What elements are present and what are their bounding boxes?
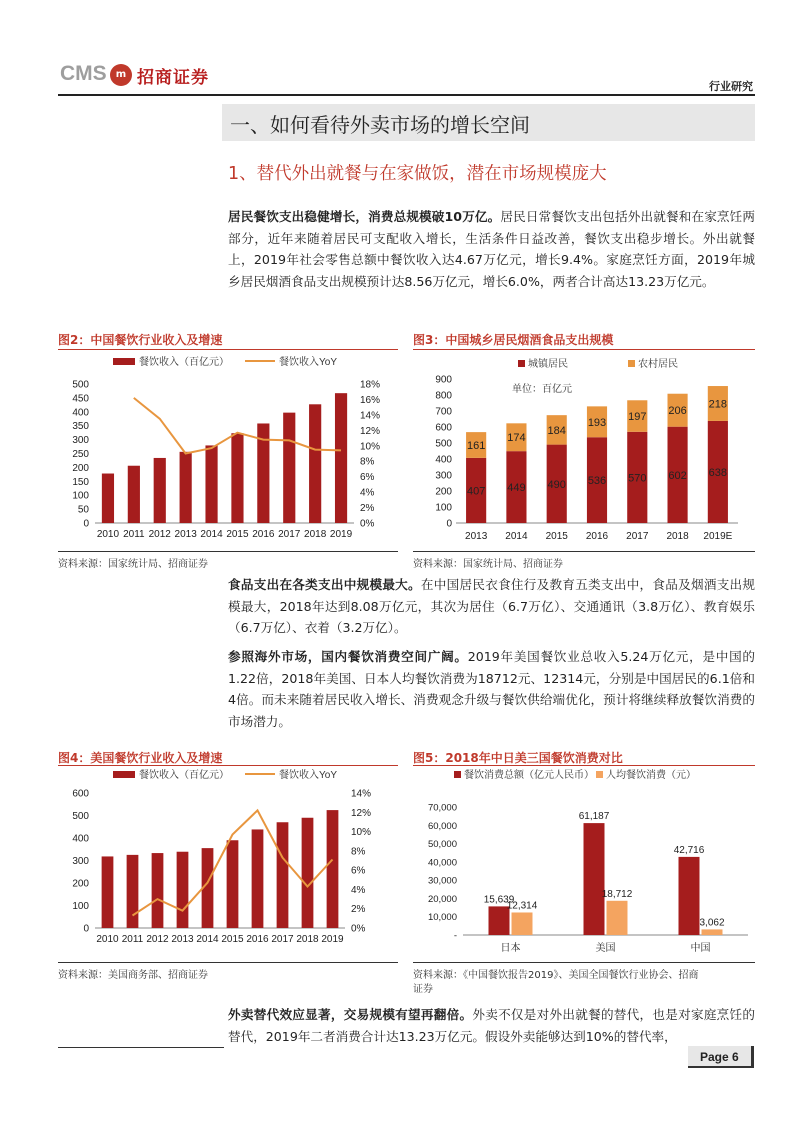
x-tick-label: 2019E (703, 531, 733, 542)
fig2-bottom-rule (58, 551, 398, 552)
paragraph-2-lead: 食品支出在各类支出中规模最大。 (228, 577, 421, 592)
fig5-source-line1: 资料来源：《中国餐饮报告2019》、美国全国餐饮行业协会、招商 (413, 970, 699, 981)
fig5-chart (413, 767, 755, 957)
paragraph-1-body: 居民日常餐饮支出包括外出就餐和在家烹饪两部分，近年来随着居民可支配收入增长，生活条件日益改善，餐饮支出稳步增长。外出就餐上，2019年社会零售总额中餐饮收入达4.67万亿元，增长9.4%。家庭烹饪方面，2019年城乡居民烟酒食品支出规模预计达8.56万亿元，增长6.0%，两者合计高达13.23万亿元。 (228, 209, 755, 289)
x-tick-label: 2014 (200, 529, 223, 540)
y-tick-label: 300 (72, 856, 89, 867)
y2-tick-label: 4% (360, 487, 375, 499)
bar (102, 474, 114, 523)
x-tick-label: 2018 (666, 531, 689, 542)
x-tick-label: 2015 (545, 531, 568, 542)
data-label-rural: 184 (547, 424, 566, 437)
data-label-per-capita: 12,314 (506, 900, 538, 912)
bar (327, 810, 339, 928)
y-tick-label: 250 (72, 449, 89, 460)
x-tick-label: 美国 (595, 943, 616, 954)
y2-tick-label: 18% (360, 379, 381, 391)
y-tick-label: 0 (446, 518, 452, 530)
report-category: 行业研究 (709, 80, 753, 93)
logo-company-name: 招商证券 (137, 68, 209, 88)
y2-tick-label: 10% (360, 441, 381, 453)
y-tick-label: 500 (435, 438, 452, 450)
x-tick-label: 2011 (121, 934, 144, 945)
x-tick-label: 2018 (304, 529, 327, 540)
y2-tick-label: 0% (351, 923, 366, 935)
y-tick-label: 700 (435, 406, 452, 418)
legend-label-per-capita: 人均餐饮消费（元） (606, 770, 696, 781)
legend-swatch-total (454, 771, 461, 778)
legend-label-rural: 农村居民 (638, 359, 678, 370)
fig3-title-rule (413, 349, 755, 350)
y2-tick-label: 12% (360, 425, 381, 437)
y-tick-label: 450 (72, 393, 89, 405)
y-tick-label: 60,000 (427, 820, 457, 832)
x-tick-label: 2014 (505, 531, 528, 542)
y2-tick-label: 8% (360, 456, 375, 468)
x-tick-label: 2019 (329, 529, 353, 540)
x-tick-label: 2012 (148, 529, 171, 540)
data-label-urban: 570 (628, 472, 647, 485)
bar (152, 853, 164, 928)
x-tick-label: 2011 (123, 529, 145, 540)
y-tick-label: 40,000 (427, 857, 457, 869)
bar (309, 404, 321, 523)
y2-tick-label: 8% (351, 846, 366, 858)
fig4-title-rule (58, 765, 398, 766)
bar (205, 445, 217, 523)
bar-per-capita (607, 901, 628, 935)
x-tick-label: 2013 (465, 531, 488, 542)
footer-rule (58, 1047, 224, 1048)
data-label-total: 61,187 (578, 811, 610, 823)
bar (252, 829, 264, 928)
data-label-per-capita: 18,712 (601, 888, 633, 900)
paragraph-2 (228, 574, 755, 639)
y-tick-label: 200 (435, 486, 452, 498)
y-tick-label: 100 (72, 490, 89, 502)
fig2-title-rule (58, 349, 398, 350)
fig2-source: 资料来源：国家统计局、招商证券 (58, 559, 208, 570)
bar-per-capita (512, 912, 533, 935)
data-label-rural: 174 (507, 432, 526, 445)
paragraph-4 (228, 1004, 755, 1047)
y-tick-label: 300 (72, 435, 89, 447)
y2-tick-label: 10% (351, 827, 372, 839)
y-tick-label: 800 (435, 390, 452, 402)
data-label-total: 15,639 (483, 894, 515, 906)
data-label-urban: 638 (708, 466, 728, 479)
y-tick-label: 400 (72, 407, 89, 419)
fig5-bottom-rule (413, 962, 755, 963)
y-tick-label: 300 (435, 470, 452, 482)
paragraph-3 (228, 646, 755, 732)
y-tick-label: 600 (72, 788, 89, 800)
y-tick-label: 500 (72, 811, 89, 822)
paragraph-3-body: 2019年美国餐饮业总收入5.24万亿元，是中国的1.22倍，2018年美国、日本人均餐饮消费为18712元、12314元，分别是中国居民的6.1倍和4倍。而未来随着居民收入增长、消费观念升级与餐饮供给端优化，预计将继续释放餐饮消费的市场潜力。 (228, 649, 755, 729)
y-tick-label: 200 (72, 878, 89, 890)
data-label-rural: 218 (708, 398, 728, 411)
header-rule (58, 94, 755, 96)
paragraph-3-lead: 参照海外市场，国内餐饮消费空间广阔。 (228, 649, 468, 664)
bar (154, 458, 166, 523)
legend-swatch-per-capita (596, 771, 603, 778)
paragraph-4-lead: 外卖替代效应显著，交易规模有望再翻倍。 (228, 1007, 473, 1022)
x-tick-label: 2010 (96, 934, 119, 945)
data-label-urban: 449 (507, 482, 526, 495)
data-label-per-capita: 3,062 (699, 917, 725, 929)
bar (128, 466, 140, 523)
x-tick-label: 2012 (146, 934, 169, 945)
fig4-chart (58, 767, 398, 957)
x-tick-label: 2016 (252, 529, 275, 540)
x-tick-label: 2013 (174, 529, 197, 540)
x-tick-label: 2010 (96, 529, 120, 540)
data-label-urban: 536 (587, 475, 607, 488)
x-tick-label: 2013 (171, 934, 194, 945)
paragraph-2-body: 在中国居民衣食住行及教育五类支出中，食品及烟酒支出规模最大，2018年达到8.08万亿元，其次为居住（6.7万亿）、交通通讯（3.8万亿）、教育娱乐（6.7万亿）、衣着（3.2万亿）。 (228, 577, 756, 635)
y2-tick-label: 2% (351, 904, 366, 916)
x-tick-label: 2016 (585, 531, 609, 542)
legend-label-bar: 餐饮收入（百亿元） (139, 770, 229, 781)
x-tick-label: 2019 (321, 934, 344, 945)
legend-label-bar: 餐饮收入（百亿元） (139, 357, 229, 368)
legend-swatch-rural (628, 360, 635, 367)
logo-cms: CMS (60, 62, 107, 85)
data-label-urban: 490 (547, 478, 566, 491)
y-tick-label: 100 (435, 502, 452, 514)
y2-tick-label: 14% (351, 788, 372, 800)
bar (335, 393, 347, 523)
paragraph-1 (228, 206, 755, 292)
fig2-chart (58, 352, 398, 547)
y-tick-label: 10,000 (427, 912, 457, 924)
y-tick-label: 350 (72, 421, 89, 433)
legend-swatch-bar (113, 358, 135, 365)
legend-swatch-bar (113, 771, 135, 778)
y-tick-label: - (453, 930, 457, 942)
y2-tick-label: 16% (360, 394, 381, 406)
legend-label-line: 餐饮收入YoY (279, 770, 337, 781)
subsection-title: 1、替代外出就餐与在家做饭，潜在市场规模庞大 (228, 164, 607, 184)
y-tick-label: 0 (83, 518, 89, 530)
legend-swatch-urban (518, 360, 525, 367)
y-tick-label: 0 (83, 923, 89, 935)
y-tick-label: 400 (72, 833, 89, 845)
y-tick-label: 30,000 (427, 875, 457, 887)
page-number: Page 6 (700, 1050, 739, 1064)
fig3-chart (413, 352, 755, 547)
y2-tick-label: 14% (360, 410, 381, 422)
x-tick-label: 2018 (296, 934, 319, 945)
paragraph-4-body: 外卖不仅是对外出就餐的替代，也是对家庭烹饪的替代，2019年二者消费合计达13.23万亿元。假设外卖能够达到10%的替代率， (228, 1007, 756, 1044)
x-tick-label: 日本 (500, 943, 521, 954)
bar (102, 856, 114, 928)
bar (302, 818, 314, 928)
y2-tick-label: 12% (351, 807, 372, 819)
logo-badge-icon: m (110, 64, 132, 86)
legend-label-line: 餐饮收入YoY (279, 357, 337, 368)
x-tick-label: 2015 (221, 934, 244, 945)
bar-per-capita (702, 929, 723, 935)
fig4-title: 图4：美国餐饮行业收入及增速 (58, 751, 223, 765)
y-tick-label: 50,000 (427, 839, 457, 851)
y-tick-label: 400 (435, 454, 452, 466)
y-tick-label: 50 (77, 504, 89, 516)
data-label-rural: 161 (466, 440, 486, 452)
data-label-urban: 602 (668, 469, 687, 482)
bar (127, 855, 139, 928)
y-tick-label: 600 (435, 422, 452, 434)
x-tick-label: 2014 (196, 934, 219, 945)
y-tick-label: 20,000 (427, 893, 457, 905)
x-tick-label: 2017 (278, 529, 301, 540)
x-tick-label: 2016 (246, 934, 269, 945)
paragraph-1-lead: 居民餐饮支出稳健增长，消费总规模破10万亿。 (228, 209, 501, 224)
bar-total (584, 823, 605, 935)
bar (283, 413, 295, 523)
x-tick-label: 2017 (271, 934, 294, 945)
section-title: 一、如何看待外卖市场的增长空间 (230, 113, 530, 137)
bar-total (679, 857, 700, 935)
y2-tick-label: 2% (360, 503, 375, 515)
fig3-source: 资料来源：国家统计局、招商证券 (413, 559, 563, 570)
data-label-rural: 206 (668, 405, 687, 418)
data-label-urban: 407 (466, 485, 486, 498)
fig2-title: 图2：中国餐饮行业收入及增速 (58, 333, 223, 347)
fig4-bottom-rule (58, 962, 398, 963)
data-label-rural: 197 (628, 411, 647, 424)
x-tick-label: 2015 (226, 529, 249, 540)
y2-tick-label: 6% (360, 472, 375, 484)
fig5-title: 图5：2018年中日美三国餐饮消费对比 (413, 751, 623, 765)
x-tick-label: 中国 (690, 943, 711, 954)
y-tick-label: 70,000 (427, 802, 457, 814)
bar (177, 852, 189, 928)
fig5-title-rule (413, 765, 755, 766)
legend-label-total: 餐饮消费总额（亿元人民币） (464, 770, 594, 781)
data-label-rural: 193 (587, 416, 607, 429)
x-tick-label: 2017 (626, 531, 649, 542)
fig5-source-line2: 证券 (413, 984, 433, 995)
data-label-total: 42,716 (673, 844, 705, 856)
y-tick-label: 500 (72, 379, 89, 391)
fig3-bottom-rule (413, 551, 755, 552)
fig3-title: 图3：中国城乡居民烟酒食品支出规模 (413, 333, 614, 347)
y2-tick-label: 6% (351, 865, 366, 877)
legend-label-urban: 城镇居民 (528, 359, 568, 370)
y-tick-label: 200 (72, 462, 89, 474)
y2-tick-label: 0% (360, 518, 375, 530)
fig4-source: 资料来源：美国商务部、招商证券 (58, 970, 208, 981)
bar (231, 433, 243, 523)
bar (180, 452, 192, 523)
y-tick-label: 150 (72, 476, 89, 488)
y2-tick-label: 4% (351, 884, 366, 896)
bar (227, 840, 239, 928)
bar (277, 822, 289, 928)
y-tick-label: 900 (435, 374, 452, 386)
y-tick-label: 100 (72, 901, 89, 912)
unit-note: 单位：百亿元 (512, 384, 572, 395)
